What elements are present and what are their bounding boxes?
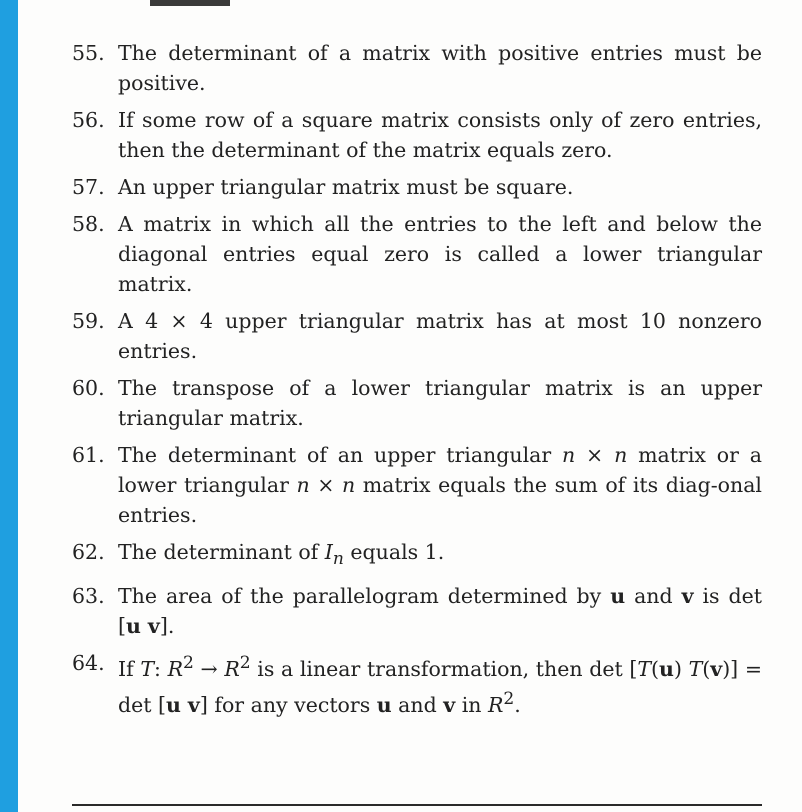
exercise-number: 60.: [72, 376, 105, 400]
exercise-number: 56.: [72, 108, 105, 132]
exercise-58: [72, 209, 762, 299]
bottom-rule: [72, 804, 762, 806]
page-edge-accent: [0, 0, 18, 812]
exercise-text: The determinant of an upper triangular n × n matrix or a lower triangular n × n matrix equals the sum of its diag-onal entries.: [118, 443, 762, 527]
exercise-60: [72, 373, 762, 433]
exercise-text: The transpose of a lower triangular matrix is an upper triangular matrix.: [118, 376, 762, 430]
exercise-text: A matrix in which all the entries to the left and below the diagonal entries equal zero is called a lower triangular matrix.: [118, 212, 762, 296]
exercise-number: 63.: [72, 584, 105, 609]
exercise-63: [72, 581, 762, 641]
exercise-text: A 4 × 4 upper triangular matrix has at most 10 nonzero entries.: [118, 309, 762, 363]
exercise-text: The determinant of $I_n$ equals 1.: [118, 540, 445, 570]
exercise-number: 61.: [72, 443, 105, 467]
exercise-list: [72, 38, 762, 727]
exercise-number: 64.: [72, 651, 105, 676]
exercise-number: 58.: [72, 212, 105, 236]
exercise-text: If some row of a square matrix consists only of zero entries, then the determinant of the matrix equals zero.: [118, 108, 762, 162]
exercise-number: 57.: [72, 175, 105, 199]
exercise-55: [72, 38, 762, 98]
exercise-57: [72, 172, 762, 202]
exercise-61: [72, 440, 762, 530]
exercise-text: The area of the parallelogram determined by u and v is det [u v].: [118, 584, 762, 639]
exercise-64: [72, 648, 762, 720]
exercise-number: 59.: [72, 309, 105, 333]
exercise-59: [72, 306, 762, 366]
exercise-62: [72, 537, 762, 574]
exercise-text: If T: $R^2 \to R^2$ is a linear transformation, then det [T(u) T(v)] = det [u v] for any vectors u and v in $R^2$.: [118, 653, 762, 717]
exercise-56: [72, 105, 762, 165]
exercise-text: An upper triangular matrix must be square.: [118, 175, 574, 199]
exercise-text: The determinant of a matrix with positive entries must be positive.: [118, 41, 762, 95]
exercise-number: 62.: [72, 540, 105, 564]
top-rule: [150, 0, 230, 6]
exercise-number: 55.: [72, 41, 105, 65]
